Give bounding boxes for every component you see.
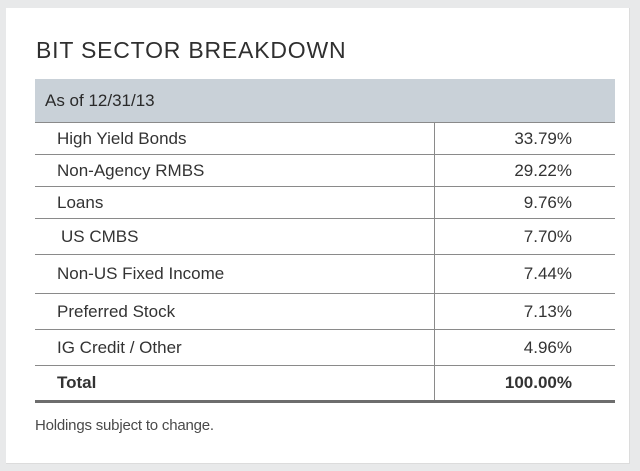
- table-header: [35, 79, 615, 122]
- row-label: Preferred Stock: [35, 294, 435, 329]
- table-row: [35, 219, 615, 255]
- row-value: 9.76%: [523, 192, 572, 212]
- page-title: BIT SECTOR BREAKDOWN: [36, 37, 347, 63]
- table-row: [35, 255, 615, 294]
- table-row: [35, 294, 615, 330]
- row-label: Non-US Fixed Income: [35, 255, 435, 293]
- footnote: Holdings subject to change.: [35, 417, 214, 434]
- row-label: Non-Agency RMBS: [35, 155, 435, 186]
- table-row: [35, 330, 615, 366]
- row-value: 7.13%: [523, 301, 572, 321]
- row-value: 29.22%: [514, 160, 572, 180]
- row-label: US CMBS: [35, 219, 435, 254]
- row-value: 33.79%: [514, 128, 572, 148]
- sector-table: [35, 79, 615, 403]
- row-value: 7.44%: [523, 264, 572, 283]
- table-row: [35, 187, 615, 219]
- row-label: High Yield Bonds: [35, 123, 435, 154]
- total-label: Total: [35, 366, 435, 400]
- table-row: [35, 122, 615, 155]
- row-value: 7.70%: [523, 226, 572, 246]
- total-value: 100.00%: [504, 373, 572, 392]
- sector-breakdown-card: [6, 8, 630, 464]
- as-of-date: As of 12/31/13: [45, 90, 155, 110]
- row-value: 4.96%: [523, 337, 572, 357]
- row-label: IG Credit / Other: [35, 330, 435, 365]
- total-row: [35, 366, 615, 403]
- table-row: [35, 155, 615, 187]
- row-label: Loans: [35, 187, 435, 218]
